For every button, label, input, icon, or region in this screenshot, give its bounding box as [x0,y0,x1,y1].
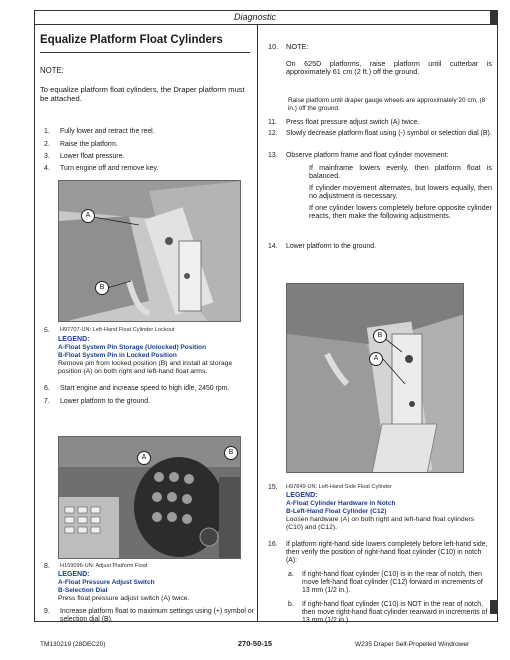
step-12: 12. Slowly decrease platform float using (-) symbol or selection dial (B). [268,130,492,137]
observation-balanced: If mainframe lowers evenly, then platform float is balanced. [309,163,492,181]
step-10: 10. NOTE: [268,42,309,51]
figure2-legend-b: B-Selection Dial [58,587,108,594]
callout-a: A [369,352,383,366]
figure2-legend-title: LEGEND: [58,571,90,578]
intro-text: To equalize platform float cylinders, the Draper platform must be attached. [40,85,245,103]
footer-doc-id: TM130219 (28DEC20) [40,641,106,648]
section-title: Equalize Platform Float Cylinders [40,34,223,46]
header-rule [34,24,498,25]
page-header-title: Diagnostic [233,12,277,22]
step-16a: a. If right-hand float cylinder (C10) is in the rear of notch, then move left-hand float cylinder (C12) forward in increments of 13 mm (1/2 in.). [288,571,483,595]
figure-float-cylinder-lockout [58,180,241,322]
callout-b: B [373,329,387,343]
note-625d: On 625D platforms, raise platform until cutterbar is approximately 61 cm (2 ft.) off the ground. [286,59,492,77]
figure1-legend-title: LEGEND: [58,336,90,343]
figure3-caption: 15. H97849-UN: Left-Hand Side Float Cylinder [268,484,393,491]
step-13: 13. Observe platform frame and float cylinder movement: [268,152,449,159]
figure1-legend-a: A-Float System Pin Storage (Unlocked) Position [58,344,207,351]
figure-left-float-cylinder [286,283,464,473]
observation-one-cylinder: If one cylinder lowers completely before opposite cylinder reacts, then make the following adjustments. [309,203,492,221]
figure3-legend-b: B-Left-Hand Float Cylinder (C12) [286,508,387,515]
raise-note: Raise platform until draper gauge wheels are approximately 20 cm, (8 in.) off the ground. [288,97,486,112]
column-divider [257,24,258,622]
footer-page-number: 270-50-15 [237,639,273,648]
step-14: 14. Lower platform to the ground. [268,243,377,250]
footer-manual-title: W235 Draper Self-Propelled Windrower [355,641,470,648]
figure2-legend-a: A-Float Pressure Adjust Switch [58,579,155,586]
callout-a: A [81,209,95,223]
step-9: 9. Increase platform float to maximum settings using (+) symbol or selection dial (B). [44,608,254,624]
step-16: 16. If platform right-hand side lowers completely before left-hand side, then verify the position of right-hand float cylinder (C10) in notch (A): [268,541,488,565]
step-2: 2. Raise the platform. [44,141,118,148]
figure3-legend-title: LEGEND: [286,492,318,499]
figure-adjust-platform-float [58,436,241,559]
callout-b: B [95,281,109,295]
figure1-legend-b: B-Float System Pin in Locked Position [58,352,177,359]
step-16b: b. If right-hand float cylinder (C10) is NOT in the rear of notch, then move right-hand float cylinder rearward in increments of 13 mm (1/2 in.). [288,601,488,625]
callout-a: A [137,451,151,465]
figure3-legend-a: A-Float Cylinder Hardware in Notch [286,500,396,507]
observation-alternates: If cylinder movement alternates, but lowers equally, then no adjustment is necessary. [309,183,492,201]
step-6: 6. Start engine and increase speed to high idle, 2450 rpm. [44,385,230,392]
callout-b: B [224,446,238,460]
step-4: 4. Turn engine off and remove key. [44,165,159,172]
step-1: 1. Fully lower and retract the reel. [44,128,155,135]
tab-marker-top [490,11,498,25]
step-7: 7. Lower platform to the ground. [44,398,151,405]
step-3: 3. Lower float pressure. [44,153,125,160]
figure2-text: Press float pressure adjust switch (A) twice. [58,595,190,602]
tab-marker-bottom [490,600,498,614]
note-label: NOTE: [40,66,64,75]
figure-lockout-illustration [59,181,241,322]
figure2-caption: 8. H159096-UN: Adjust Platform Float [44,563,148,570]
figure1-caption: 5. H97707-UN: Left-Hand Float Cylinder Lockout [44,327,175,334]
step-11: 11. Press float pressure adjust switch (A) twice. [268,119,420,126]
figure1-text: Remove pin from locked position (B) and install at storage position (A) on both right and left-hand float arms. [58,360,233,376]
figure-float-cylinder-illustration [287,284,464,473]
title-rule [40,52,250,53]
figure3-text: Loosen hardware (A) on both right and left-hand float cylinders (C10) and (C12). [286,516,475,532]
